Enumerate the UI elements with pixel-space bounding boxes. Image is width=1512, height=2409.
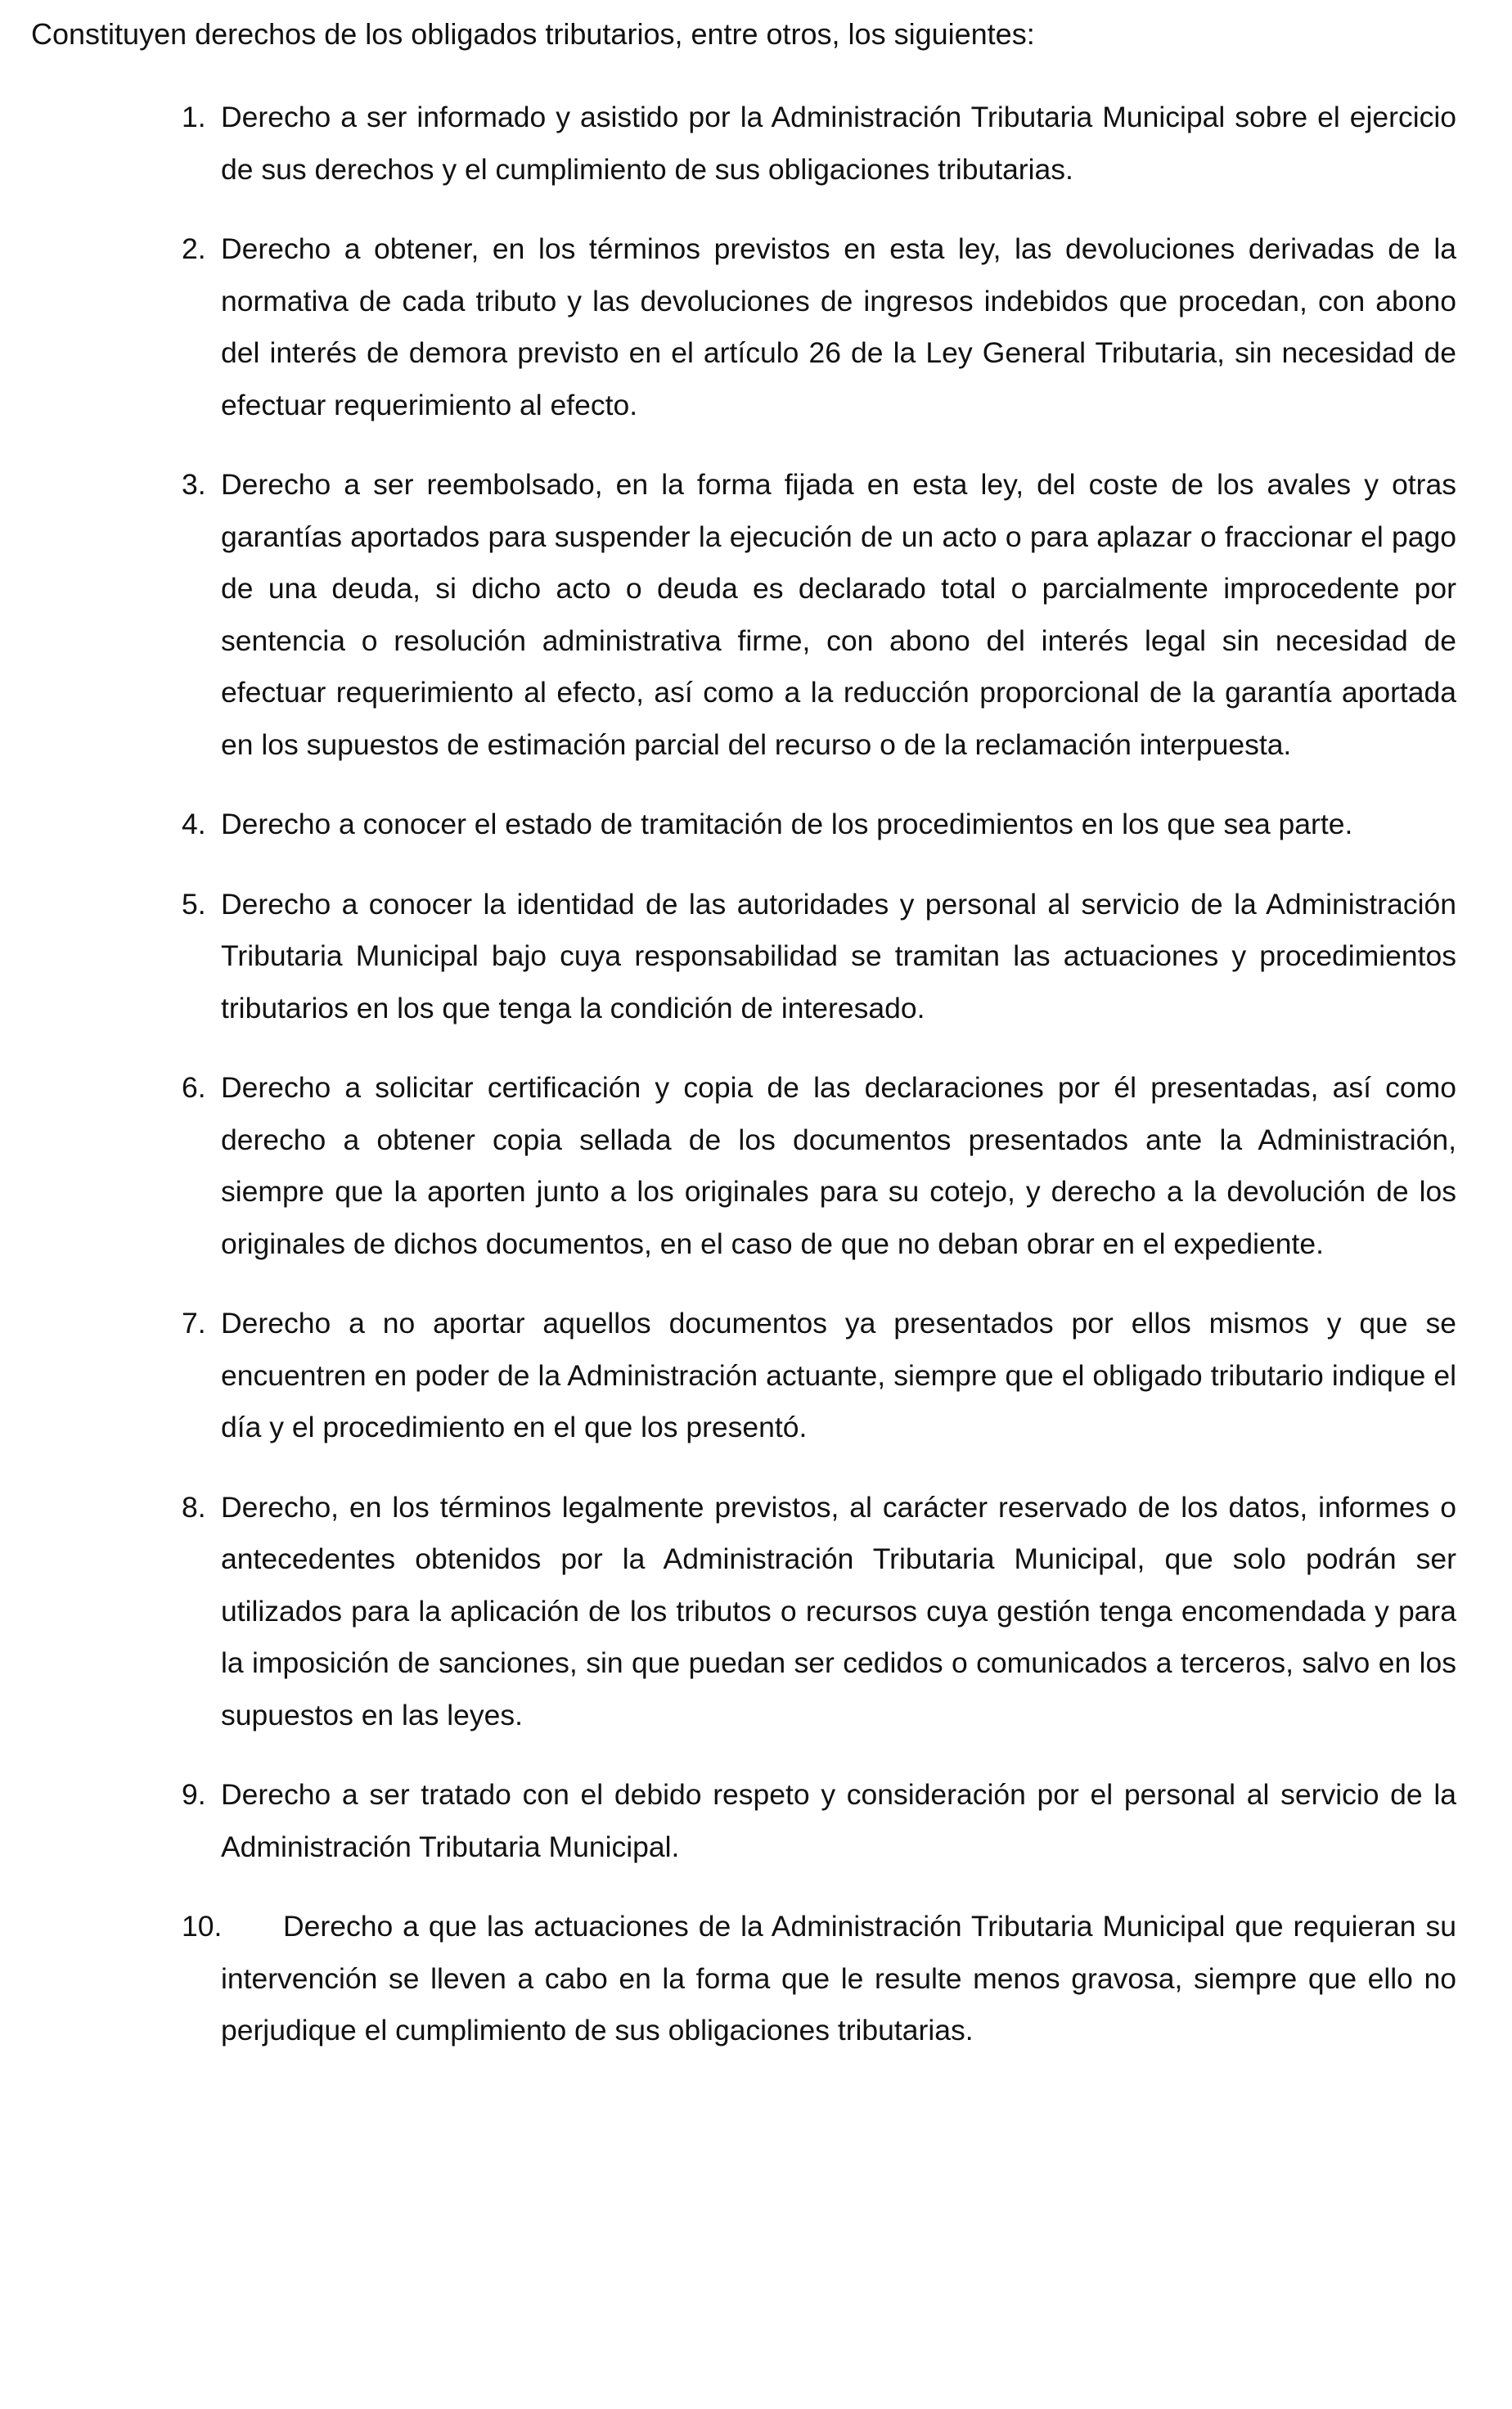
list-item: [182, 879, 1456, 1035]
item-number: 7.: [182, 1307, 206, 1340]
item-number: 10.: [182, 1910, 223, 1943]
list-item: [182, 1062, 1456, 1270]
list-item: [182, 799, 1456, 851]
item-text: Derecho a ser informado y asistido por la Administración Tributaria Municipal sobre el ejercicio de sus derechos y el cumplimiento de sus obligaciones tributarias.: [221, 101, 1456, 186]
list-item: [182, 1901, 1456, 2057]
item-text: Derecho, en los términos legalmente previstos, al carácter reservado de los datos, informes o antecedentes obtenidos por la Administración Tributaria Municipal, que solo podrán ser utilizados para la aplicación de los tributos o recursos cuya gestión tenga encomendada y para la imposición de sanciones, sin que puedan ser cedidos o comunicados a terceros, salvo en los supuestos en las leyes.: [221, 1490, 1456, 1731]
item-text: Derecho a ser tratado con el debido respeto y consideración por el personal al servicio de la Administración Tributaria Municipal.: [221, 1778, 1456, 1863]
item-number: 4.: [182, 808, 206, 840]
item-number: 3.: [182, 468, 206, 501]
intro-paragraph: Constituyen derechos de los obligados tributarios, entre otros, los siguientes:: [31, 17, 1035, 51]
list-item: [182, 223, 1456, 431]
list-item: [182, 92, 1456, 196]
item-text: Derecho a solicitar certificación y copia de las declaraciones por él presentadas, así como derecho a obtener copia sellada de los documentos presentados ante la Administración, siempre que la aporten junto a los originales para su cotejo, y derecho a la devolución de los originales de dichos documentos, en el caso de que no deban obrar en el expediente.: [221, 1071, 1456, 1260]
item-number: 9.: [182, 1778, 206, 1811]
list-item: [182, 459, 1456, 771]
item-text: Derecho a que las actuaciones de la Administración Tributaria Municipal que requieran su intervención se lleven a cabo en la forma que le resulte menos gravosa, siempre que ello no perjudique el cumplimiento de sus obligaciones tributarias.: [221, 1910, 1456, 2047]
item-number: 5.: [182, 887, 206, 921]
list-item: [182, 1769, 1456, 1873]
item-text: Derecho a ser reembolsado, en la forma fijada en esta ley, del coste de los avales y otras garantías aportados para suspender la ejecución de un acto o para aplazar o fraccionar el pago de una deuda, si dicho acto o deuda es declarado total o parcialmente improcedente por sentencia o resolución administrativa firme, con abono del interés legal sin necesidad de efectuar requerimiento al efecto, así como a la reducción proporcional de la garantía aportada en los supuestos de estimación parcial del recurso o de la reclamación interpuesta.: [221, 468, 1456, 761]
item-text: Derecho a obtener, en los términos previstos en esta ley, las devoluciones derivadas de la normativa de cada tributo y las devoluciones de ingresos indebidos que procedan, con abono del interés de demora previsto en el artículo 26 de la Ley General Tributaria, sin necesidad de efectuar requerimiento al efecto.: [221, 232, 1456, 421]
list-item: [182, 1482, 1456, 1742]
item-number: 6.: [182, 1071, 206, 1104]
list-item: [182, 1298, 1456, 1454]
item-number: 8.: [182, 1490, 206, 1524]
item-text: Derecho a conocer el estado de tramitación de los procedimientos en los que sea parte.: [221, 808, 1353, 840]
item-text: Derecho a no aportar aquellos documentos ya presentados por ellos mismos y que se encuentren en poder de la Administración actuante, siempre que el obligado tributario indique el día y el procedimiento en el que los presentó.: [221, 1307, 1456, 1443]
item-number: 1.: [182, 101, 206, 133]
item-number: 2.: [182, 232, 206, 265]
rights-list: [182, 92, 1456, 2085]
item-text: Derecho a conocer la identidad de las autoridades y personal al servicio de la Administración Tributaria Municipal bajo cuya responsabilidad se tramitan las actuaciones y procedimientos tributarios en los que tenga la condición de interesado.: [221, 887, 1456, 1024]
